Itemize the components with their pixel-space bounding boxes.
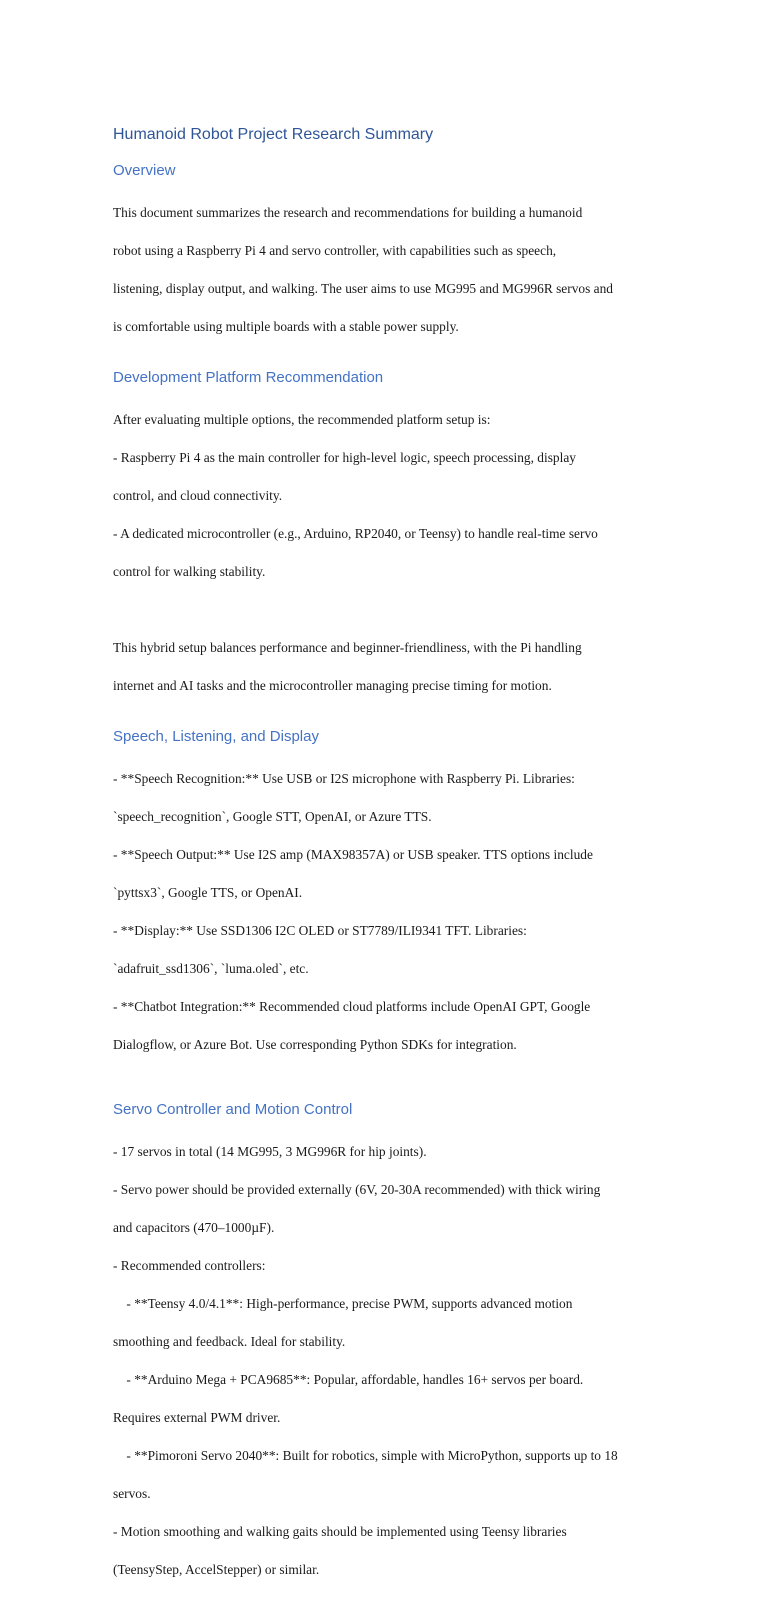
text-line: - Servo power should be provided externally (6V, 20-30A recommended) with thick wiring bbox=[113, 1182, 601, 1197]
text-line: - A dedicated microcontroller (e.g., Arduino, RP2040, or Teensy) to handle real-time servo bbox=[113, 526, 598, 541]
text-line: - **Speech Recognition:** Use USB or I2S microphone with Raspberry Pi. Libraries: bbox=[113, 771, 575, 786]
text-line: - **Pimoroni Servo 2040**: Built for robotics, simple with MicroPython, supports up to 18 bbox=[113, 1448, 618, 1463]
section-heading-servo: Servo Controller and Motion Control bbox=[113, 1101, 353, 1118]
text-line: - **Chatbot Integration:** Recommended cloud platforms include OpenAI GPT, Google bbox=[113, 999, 591, 1014]
servo-paragraph bbox=[113, 1123, 658, 1598]
text-line: - **Teensy 4.0/4.1**: High-performance, precise PWM, supports advanced motion bbox=[113, 1296, 573, 1311]
speech-paragraph bbox=[113, 750, 658, 1073]
text-line: smoothing and feedback. Ideal for stability. bbox=[113, 1334, 346, 1349]
text-line: - **Arduino Mega + PCA9685**: Popular, affordable, handles 16+ servos per board. bbox=[113, 1372, 584, 1387]
text-line: This document summarizes the research and recommendations for building a humanoid bbox=[113, 205, 583, 220]
overview-paragraph bbox=[113, 184, 658, 355]
text-line: `adafruit_ssd1306`, `luma.oled`, etc. bbox=[113, 961, 309, 976]
section-heading-overview: Overview bbox=[113, 162, 176, 179]
text-line: - Motion smoothing and walking gaits should be implemented using Teensy libraries bbox=[113, 1524, 567, 1539]
text-line: After evaluating multiple options, the recommended platform setup is: bbox=[113, 412, 491, 427]
text-line: - Raspberry Pi 4 as the main controller for high-level logic, speech processing, display bbox=[113, 450, 576, 465]
text-line: is comfortable using multiple boards with a stable power supply. bbox=[113, 319, 459, 334]
text-line: control, and cloud connectivity. bbox=[113, 488, 283, 503]
text-line: `pyttsx3`, Google TTS, or OpenAI. bbox=[113, 885, 303, 900]
text-line: and capacitors (470–1000µF). bbox=[113, 1220, 275, 1235]
text-line: servos. bbox=[113, 1486, 151, 1501]
text-line: Dialogflow, or Azure Bot. Use corresponding Python SDKs for integration. bbox=[113, 1037, 517, 1052]
text-line: - Recommended controllers: bbox=[113, 1258, 266, 1273]
text-line: - **Speech Output:** Use I2S amp (MAX98357A) or USB speaker. TTS options include bbox=[113, 847, 593, 862]
text-line: internet and AI tasks and the microcontroller managing precise timing for motion. bbox=[113, 678, 552, 693]
text-line: `speech_recognition`, Google STT, OpenAI, or Azure TTS. bbox=[113, 809, 432, 824]
text-line: robot using a Raspberry Pi 4 and servo controller, with capabilities such as speech, bbox=[113, 243, 557, 258]
text-line: listening, display output, and walking. The user aims to use MG995 and MG996R servos and bbox=[113, 281, 613, 296]
text-line: (TeensyStep, AccelStepper) or similar. bbox=[113, 1562, 320, 1577]
platform-paragraph bbox=[113, 391, 658, 714]
text-line: This hybrid setup balances performance and beginner-friendliness, with the Pi handling bbox=[113, 640, 582, 655]
text-line: - 17 servos in total (14 MG995, 3 MG996R for hip joints). bbox=[113, 1144, 427, 1159]
text-line: - **Display:** Use SSD1306 I2C OLED or ST7789/ILI9341 TFT. Libraries: bbox=[113, 923, 527, 938]
text-line: Requires external PWM driver. bbox=[113, 1410, 281, 1425]
section-heading-platform: Development Platform Recommendation bbox=[113, 369, 384, 386]
document-title: Humanoid Robot Project Research Summary bbox=[113, 126, 434, 143]
document-content bbox=[113, 124, 658, 1598]
text-line: control for walking stability. bbox=[113, 564, 266, 579]
section-heading-speech: Speech, Listening, and Display bbox=[113, 728, 319, 745]
